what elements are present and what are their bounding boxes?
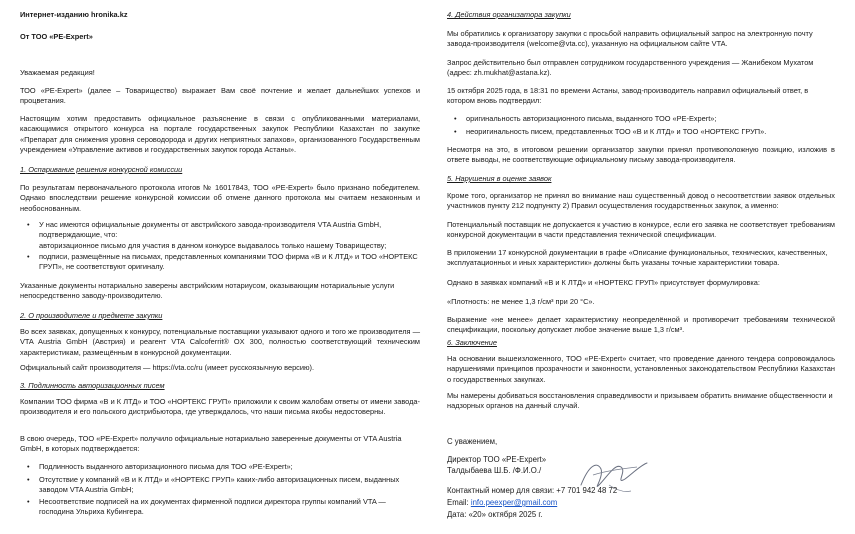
addressee: Интернет-изданию hronika.kz [20,10,128,19]
conclusion-paragraph: Мы намерены добиваться восстановления справедливости и призываем обратить внимание общественности и надзорных органов на данный случай. [447,391,833,411]
section-1-title: 1. Оспаривание решения конкурсной комиссии [20,165,183,174]
section-3-title: 3. Подлинность авторизационных писем [20,381,165,390]
section-3-paragraph: Компании ТОО фирма «В и К ЛТД» и ТОО «НОРТЕКС ГРУП» приложили к своим жалобам ответы от имени завода-производителя и его польского дистрибьютора, где утверждалось, что наши письма якобы недостоверны. [20,397,420,417]
contact-email-line [447,498,557,508]
section-4-bullet: • неоригинальность писем, представленных ТОО «В и К ЛТД» и ТОО «НОРТЕКС ГРУП». [447,127,835,137]
purpose-paragraph: Настоящим хотим предоставить официальное разъяснение в связи с опубликованными материалами, касающимися открытого конкурса на портале государственных закупок Республики Казахстан по закупке «Препарат для снижения уровня сероводорода и других неприятных запахов», организованного Государственным учреждением «Управление активов и государственных закупок города Астаны». [20,114,420,155]
section-2-website: Официальный сайт производителя — https://vta.cc/ru (имеет русскоязычную версию). [20,363,315,372]
section-5-paragraph: Однако в заявках компаний «В и К ЛТД» и «НОРТЕКС ГРУП» присутствует формулировка: [447,278,760,287]
section-4-paragraph: 15 октября 2025 года, в 18:31 по времени Астаны, завод-производитель направил официальный ответ, в котором вновь подтвердил: [447,86,809,106]
contact-phone-line [447,486,617,496]
section-1-bullet: • У нас имеются официальные документы от австрийского завода-производителя VTA Austria GmbH, подтверждающие, что: [20,220,420,241]
email-link[interactable]: info.peexper@gmail.com [470,498,558,507]
section-1-subitem: авторизационное письмо для участия в данном конкурсе выдавалось только нашему Товариществу; [39,241,387,250]
section-6-title: 6. Заключение [447,338,497,347]
section-4-paragraph: Запрос действительно был отправлен сотрудником государственного учреждения — Жанибеком Мухатом (адрес: zh.mukhat@astana.kz). [447,58,814,78]
phone-label: Контактный номер для связи: [447,486,555,495]
section-3-bullet: • Несоответствие подписей на их документах фирменной подписи директора группы компаний VTA — господина Ульриха Кубингера. [20,497,420,518]
signer-title: Директор ТОО «PE-Expert» [447,455,547,464]
section-5-paragraph: Выражение «не менее» делает характеристику неопределённой и противоречит требованиям технической спецификации, поскольку допускает любое значение выше 1,3 г/см³. [447,315,835,335]
section-4-paragraph: Несмотря на это, в итоговом решении организатор закупки принял противоположную позицию, изложив в ответе выводы, не соответствующие официальному письму завода-производителя. [447,145,835,165]
email-label: Email: [447,498,469,507]
section-2-title: 2. О производителе и предмете закупки [20,311,163,320]
section-5-paragraph: В приложении 17 конкурсной документации в графе «Описание функциональных, технических, качественных, эксплуатационных и иных характеристик» должны быть указаны точные характеристики товара. [447,248,828,268]
sender: От ТОО «PE-Expert» [20,32,93,41]
section-3-bullet: • Подлинность выданного авторизационного письма для ТОО «PE-Expert»; [20,462,420,472]
section-2-paragraph: Во всех заявках, допущенных к конкурсу, потенциальные поставщики указывают одного и того же производителя — VTA Austria GmbH (Австрия) и реагент VTA Calcoferrit® OX 300, полностью соответствующий техническим характеристикам, размещённым в конкурсной документации. [20,327,420,357]
section-1-paragraph: По результатам первоначального протокола итогов № 16017843, ТОО «PE-Expert» было признано победителем. Однако впоследствии решение конкурсной комиссии об отмене данного протокола мы считаем незаконным и необоснованным. [20,183,420,213]
regards: С уважением, [447,437,498,446]
section-5-paragraph: Потенциальный поставщик не допускается к участию в конкурсе, если его заявка не соответствует требованиям конкурсной документации в части представления технической спецификации. [447,220,835,240]
section-3-paragraph: В свою очередь, ТОО «PE-Expert» получило официальные нотариально заверенные документы от VTA Austria GmbH, в которых подтверждается: [20,434,402,454]
section-3-bullet: • Отсутствие у компаний «В и К ЛТД» и «НОРТЕКС ГРУП» каких-либо авторизационных писем, выданных заводом VTA Austria GmbH; [20,475,420,496]
section-4-title: 4. Действия организатора закупки [447,10,571,19]
phone-number: +7 701 942 48 72 [556,486,618,495]
signer-name: Талдыбаева Ш.Б. /Ф.И.О./ [447,466,542,475]
section-5-paragraph: Кроме того, организатор не принял во внимание наш существенный довод о несоответствии заявок отдельных участников пункту 212 подпункту 2) Правил осуществления государственных закупок, а именно: [447,191,835,211]
letter-date: Дата: «20» октября 2025 г. [447,510,543,519]
intro-paragraph: ТОО «PE-Expert» (далее – Товарищество) выражает Вам своё почтение и желает дальнейших успехов и процветания. [20,86,420,106]
greeting: Уважаемая редакция! [20,68,95,77]
section-5-title: 5. Нарушения в оценке заявок [447,174,552,183]
density-quote: «Плотность: не менее 1,3 г/см³ при 20 °С». [447,297,595,306]
conclusion-paragraph: На основании вышеизложенного, ТОО «PE-Expert» считает, что проведение данного тендера сопровождалось нарушениями принципов прозрачности и законности, установленных законодательством Республики Казахстан о государственных закупках. [447,354,835,384]
section-1-notary-paragraph: Указанные документы нотариально заверены австрийским нотариусом, оказывающим нотариальные услуги непосредственно заводу-производителю. [20,281,395,301]
section-4-bullet: • оригинальность авторизационного письма, выданного ТОО «PE-Expert»; [447,114,835,124]
section-4-paragraph: Мы обратились к организатору закупки с просьбой направить официальный запрос на электронную почту завода-производителя (welcome@vta.cc), указанную на официальном сайте VTA. [447,29,813,49]
section-1-bullet: • подписи, размещённые на письмах, представленных компаниями ТОО фирма «В и К ЛТД» и ТОО «НОРТЕКС ГРУП», не соответствуют оригиналу. [20,252,420,273]
